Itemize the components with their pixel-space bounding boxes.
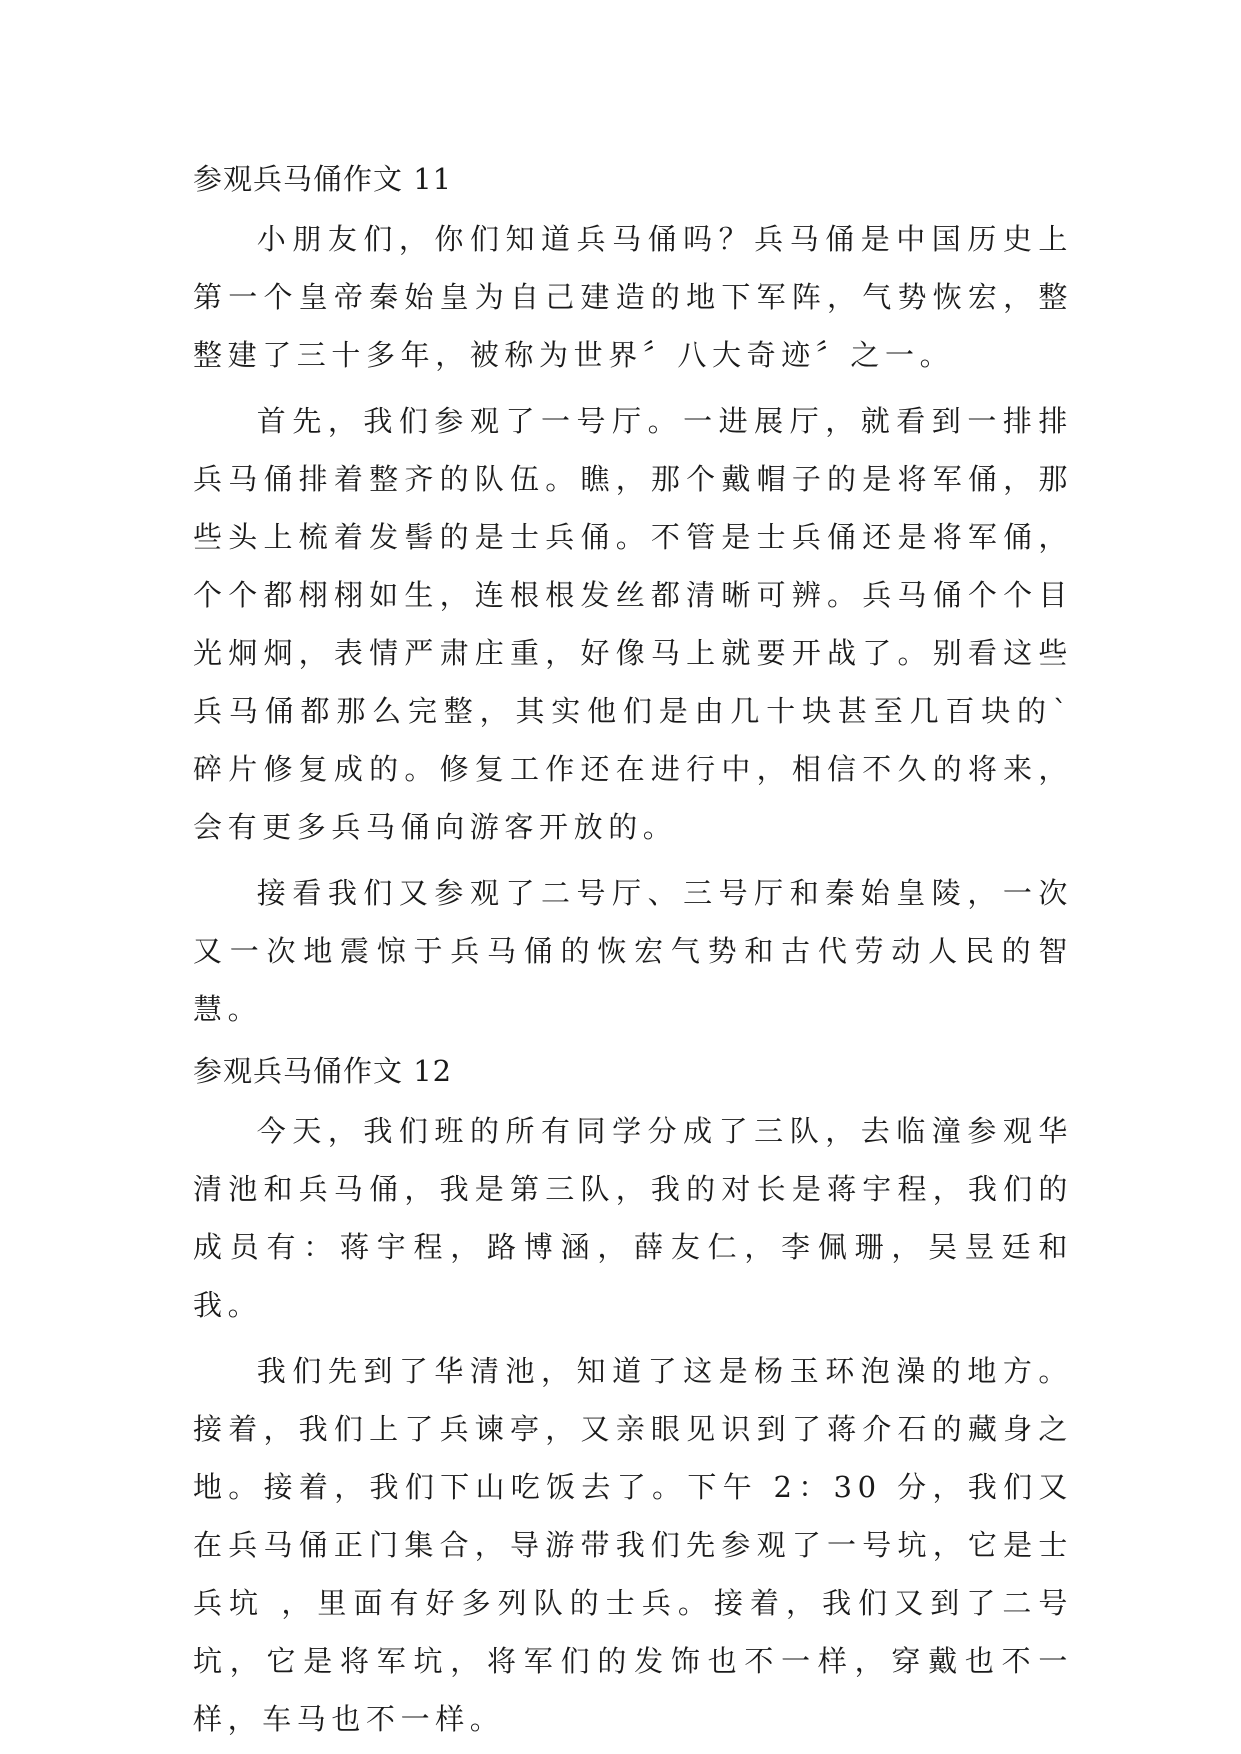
document-body [193,150,1073,1748]
paragraph: 首先，我们参观了一号厅。一进展厅，就看到一排排兵马俑排着整齐的队伍。瞧，那个戴帽子的是将军俑，那些头上梳着发髻的是士兵俑。不管是士兵俑还是将军俑，个个都栩栩如生，连根根发丝都清晰可辨。兵马俑个个目光炯炯，表情严肃庄重，好像马上就要开战了。别看这些兵马俑都那么完整，其实他们是由几十块甚至几百块的`碎片修复成的。修复工作还在进行中，相信不久的将来，会有更多兵马俑向游客开放的。 [193,404,1073,844]
paragraph: 我们先到了华清池，知道了这是杨玉环泡澡的地方。接着，我们上了兵谏亭，又亲眼见识到了蒋介石的藏身之地。接着，我们下山吃饭去了。下午 2：30 分，我们又在兵马俑正门集合，导游带我们先参观了一号坑，它是士兵坑 ，里面有好多列队的士兵。接着，我们又到了二号坑，它是将军坑，将军们的发饰也不一样，穿戴也不一样，车马也不一样。 [193,1354,1073,1736]
paragraph: 接看我们又参观了二号厅、三号厅和秦始皇陵，一次又一次地震惊于兵马俑的恢宏气势和古代劳动人民的智慧。 [193,876,1073,1026]
paragraph: 小朋友们，你们知道兵马俑吗？兵马俑是中国历史上第一个皇帝秦始皇为自己建造的地下军阵，气势恢宏，整整建了三十多年，被称为世界〞八大奇迹〞之一。 [193,222,1073,372]
section-title-12: 参观兵马俑作文 12 [193,1054,453,1088]
paragraph: 今天，我们班的所有同学分成了三队，去临潼参观华清池和兵马俑，我是第三队，我的对长是蒋宇程，我们的成员有：蒋宇程，路博涵，薛友仁，李佩珊，吴昱廷和我。 [193,1114,1073,1322]
section-title-11: 参观兵马俑作文 11 [193,162,453,196]
